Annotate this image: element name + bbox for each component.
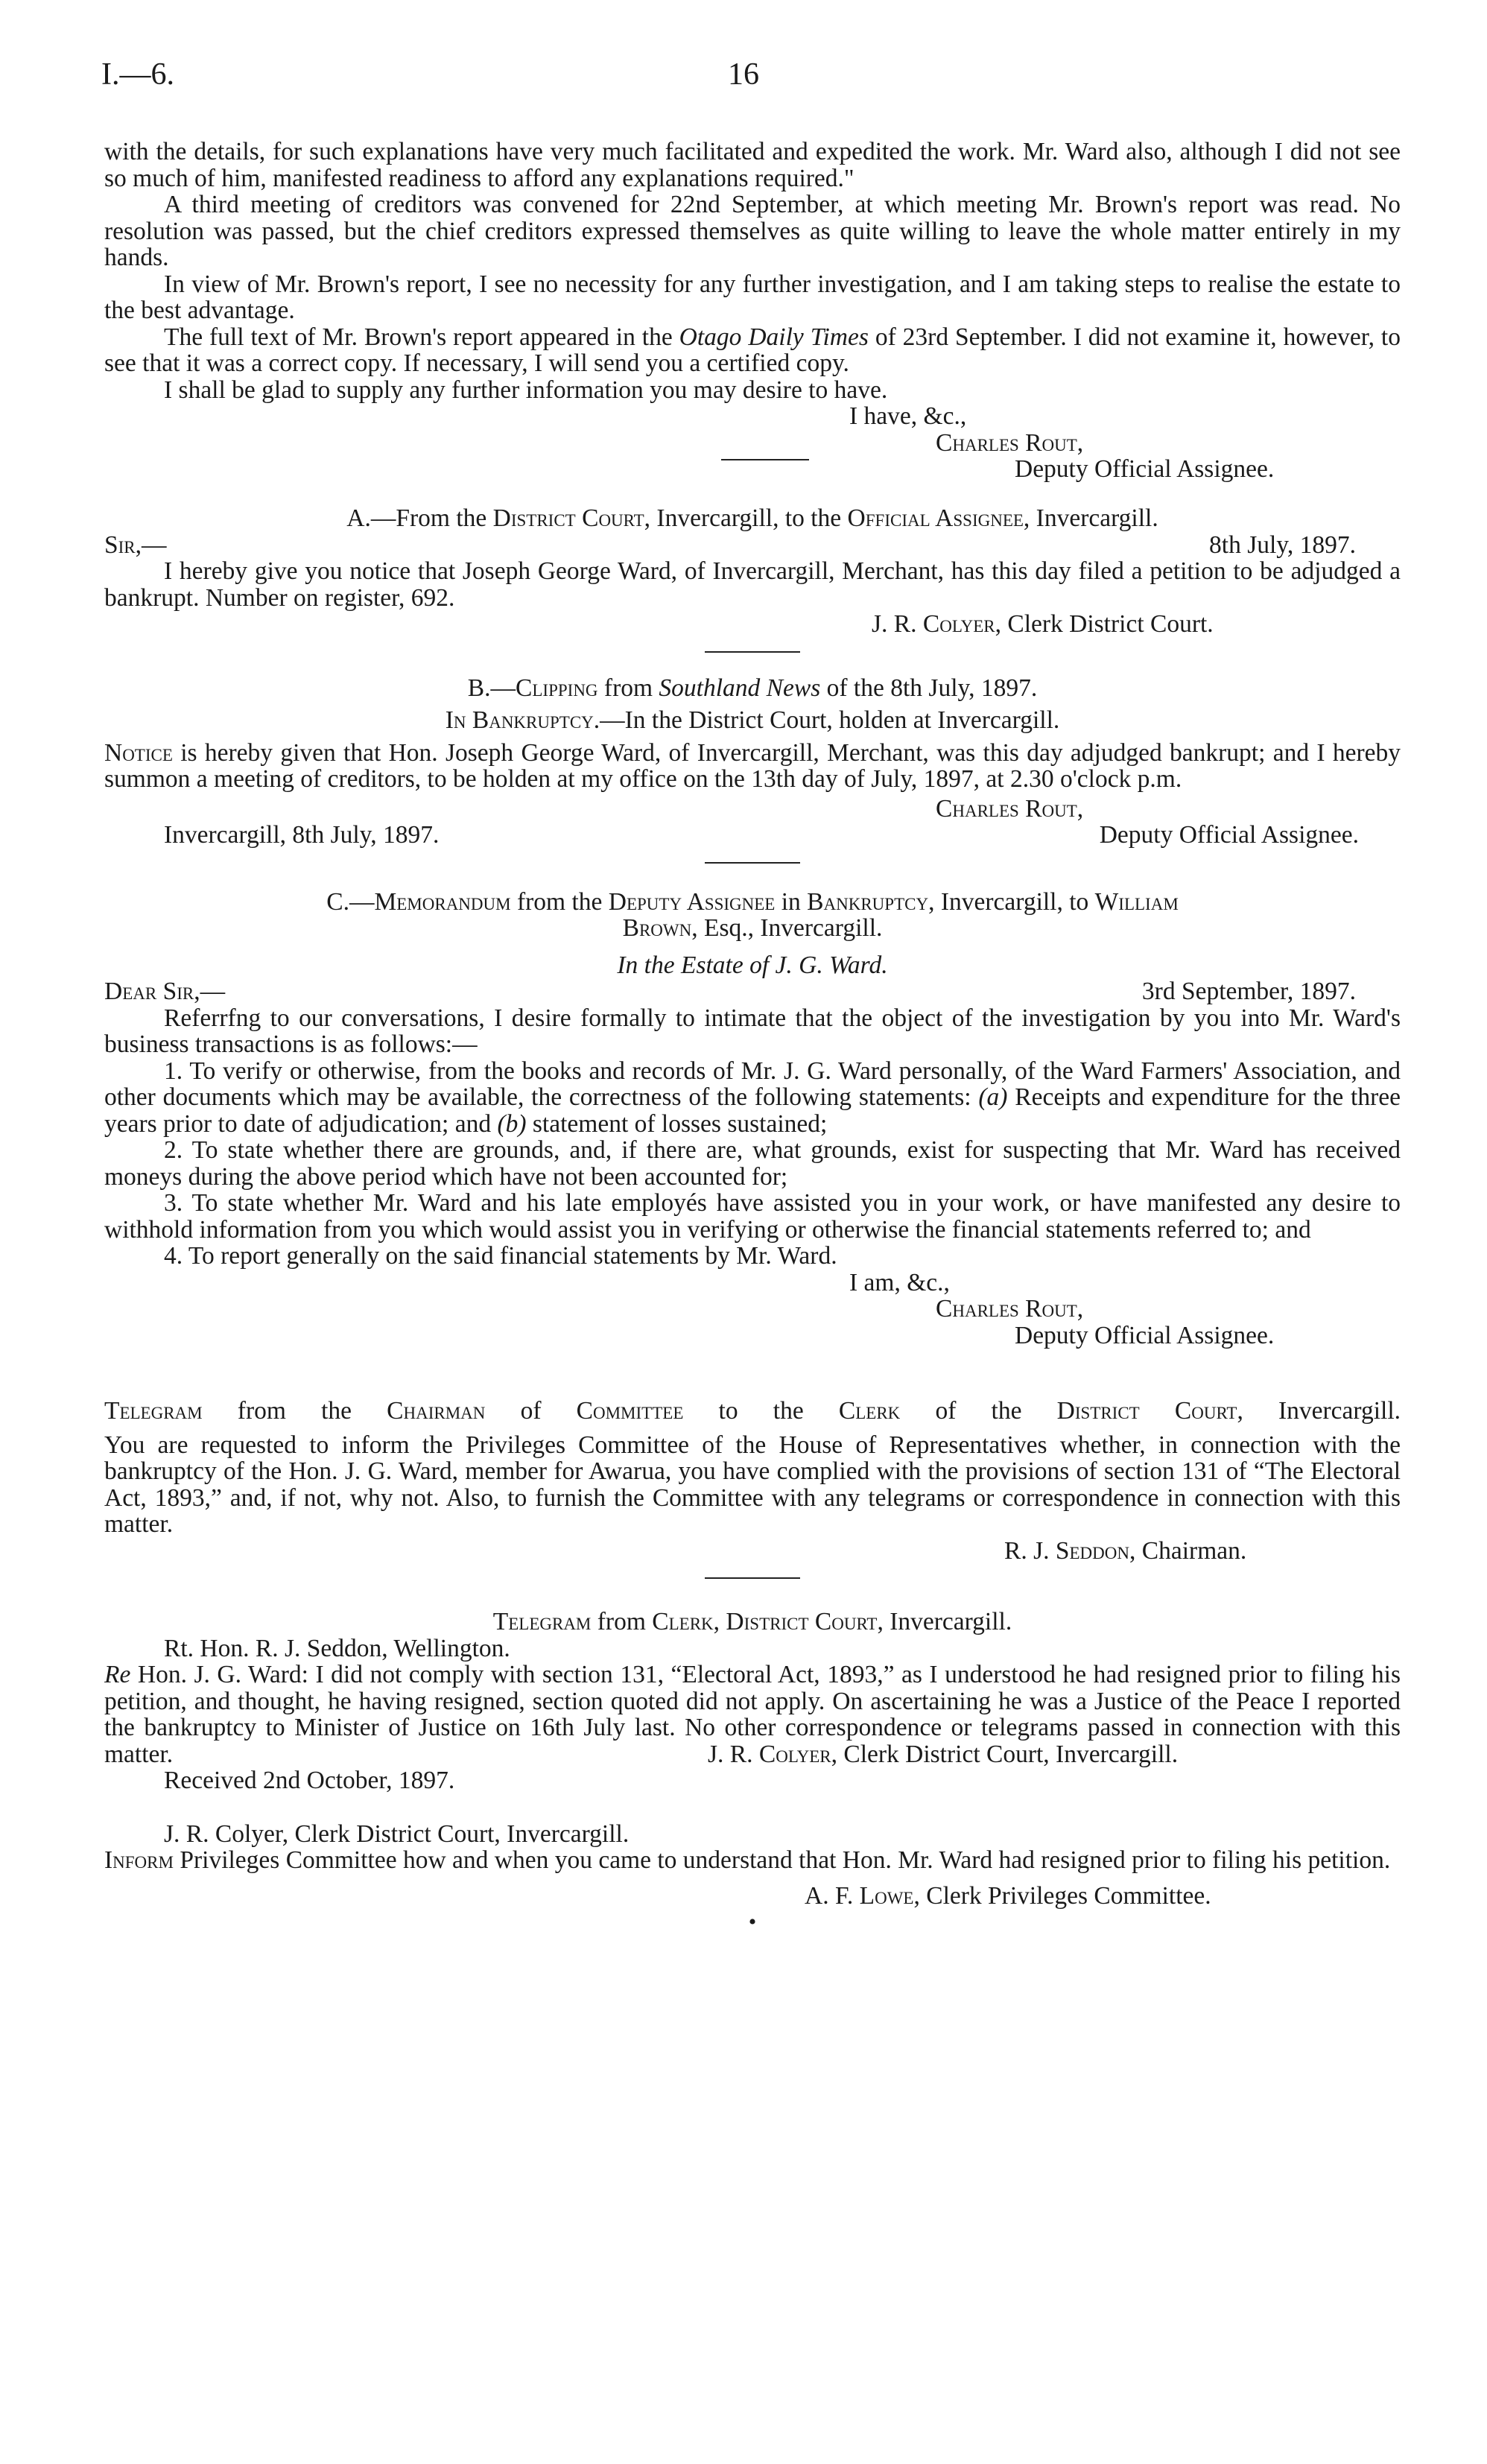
intro-paragraph-3: In view of Mr. Brown's report, I see no necessity for any further investigation, and I am taking steps to realise the estate to the best advantage. xyxy=(104,270,1401,324)
heading-text: , Invercargill, to the xyxy=(644,504,848,532)
telegram-1-heading xyxy=(104,1398,1401,1425)
telegram-3-addressee: J. R. Colyer, Clerk District Court, Invercargill. xyxy=(164,1820,630,1848)
telegram-1-signature xyxy=(104,1538,1401,1565)
heading-text: , xyxy=(713,1608,726,1635)
newspaper-title: Otago Daily Times xyxy=(679,323,869,351)
memo-item-2: 2. To state whether there are grounds, and, if there are, what grounds, exist for suspecting that Mr. Ward has received moneys during the above period which have not been accounted for; xyxy=(104,1136,1401,1191)
closing-line: I have, &c., xyxy=(849,402,967,430)
intro-paragraph-5: I shall be glad to supply any further information you may desire to have. xyxy=(164,376,888,404)
signer-title: Deputy Official Assignee. xyxy=(1015,1321,1275,1349)
paper-reference: I.—6. xyxy=(101,57,174,92)
telegram-text: Privileges Committee how and when you came to understand that Hon. Mr. Ward had resigned prior to filing his petition. xyxy=(173,1846,1391,1874)
rule-divider xyxy=(721,459,809,460)
telegram-1 xyxy=(104,1398,1401,1579)
section-b-heading xyxy=(104,675,1401,702)
heading-text: in xyxy=(775,887,808,916)
closing-line: I am, &c., xyxy=(849,1268,950,1296)
heading-sc: Telegram xyxy=(492,1608,592,1635)
section-b-subheading xyxy=(104,707,1401,734)
section-a-body: I hereby give you notice that Joseph George Ward, of Invercargill, Merchant, has this day filed a petition to be adjudged a bankrupt. Number on register, 692. xyxy=(104,557,1401,612)
telegram-1-body: You are requested to inform the Privileges Committee of the House of Representatives whether, in connection with the bankruptcy of the Hon. J. G. Ward, member for Awarua, you have complied with the provisions of section 131 of “The Electoral Act, 1893,” and, if not, why not. Also, to furnish the Committee with any telegrams or correspondence in connection with this matter. xyxy=(104,1431,1401,1538)
heading-sc: District Court xyxy=(492,504,644,532)
subheading-text: .—In the District Court, holden at Invercargill. xyxy=(593,706,1060,734)
heading-text: , Invercargill. xyxy=(1023,504,1158,532)
signer-name: R. J. Seddon xyxy=(1004,1536,1130,1565)
notice-sc: Notice xyxy=(104,738,173,767)
newspaper-title: Southland News xyxy=(659,674,821,702)
telegram-2-addressee: Rt. Hon. R. J. Seddon, Wellington. xyxy=(164,1634,510,1662)
heading-text: , Invercargill, to xyxy=(928,887,1095,916)
telegram-3-signature xyxy=(104,1883,1401,1910)
signer-title: , Clerk Privileges Committee. xyxy=(913,1881,1211,1910)
heading-text: from xyxy=(591,1608,653,1635)
memo-intro: Referrfng to our conversations, I desire formally to intimate that the object of the investigation by you into Mr. Ward's business transactions is as follows:— xyxy=(104,1004,1401,1058)
heading-text: B.— xyxy=(467,674,516,702)
salutation-row xyxy=(104,532,1401,559)
telegram-3 xyxy=(104,1820,1401,1934)
heading-sc: District Court xyxy=(1056,1397,1237,1425)
rule-divider xyxy=(705,1577,800,1579)
intro-p4-text-b: of 23rd September. I did not examine it, however, to see that it was a correct copy. If necessary, I will send you a certified copy. xyxy=(104,323,1401,377)
signer-title: Deputy Official Assignee. xyxy=(1015,455,1275,483)
heading-text: of xyxy=(485,1397,577,1425)
signer-name: A. F. Lowe xyxy=(805,1881,914,1910)
heading-text: , Invercargill. xyxy=(877,1608,1012,1635)
item-marker: (a) xyxy=(978,1083,1008,1111)
heading-text: , Invercargill. xyxy=(1237,1397,1401,1425)
heading-text: from the xyxy=(202,1397,387,1425)
telegram-3-body xyxy=(104,1847,1401,1874)
memo-item-3: 3. To state whether Mr. Ward and his late employés have assisted you in your work, or have manifested any desire to withhold information from you which would assist you in verifying or otherwise the financial statements referred to; and xyxy=(104,1189,1401,1244)
section-c-heading xyxy=(104,889,1401,942)
signer-name: Charles Rout, xyxy=(936,794,1084,823)
section-c xyxy=(104,889,1401,1349)
telegram-2-heading xyxy=(104,1609,1401,1635)
heading-sc: Official Assignee xyxy=(847,504,1024,532)
received-date: Received 2nd October, 1897. xyxy=(164,1767,455,1794)
section-b-notice xyxy=(104,740,1401,793)
heading-text: of the 8th July, 1897. xyxy=(820,674,1038,702)
heading-sc: District Court xyxy=(726,1608,878,1635)
heading-sc: Committee xyxy=(576,1397,684,1425)
heading-sc: Deputy Assignee xyxy=(608,887,776,916)
signer-title: , Clerk District Court, Invercargill. xyxy=(831,1740,1179,1768)
letter-date: 3rd September, 1897. xyxy=(1141,978,1356,1005)
heading-text: , Esq., Invercargill. xyxy=(691,914,883,942)
page-header xyxy=(101,57,1386,98)
telegram-2-signature xyxy=(104,1741,1401,1768)
notice-text: is hereby given that Hon. Joseph George Ward, of Invercargill, Merchant, was this day adjudged bankrupt; and I hereby summon a meeting of creditors, to be holden at my office on the 13th day of July, 1897, at 2.30 o'clock p.m. xyxy=(104,738,1401,793)
signer-title-row xyxy=(104,456,1401,483)
heading-sc: Memorandum xyxy=(374,887,511,916)
heading-text: to the xyxy=(683,1397,839,1425)
signer-name: J. R. Colyer xyxy=(708,1740,831,1768)
intro-paragraph-2: A third meeting of creditors was convened for 22nd September, at which meeting Mr. Brown's report was read. No resolution was passed, but the chief creditors expressed themselves as quite willing to leave the whole matter entirely in my hands. xyxy=(104,191,1401,271)
heading-text: A.—From the xyxy=(346,504,493,532)
telegram-2 xyxy=(104,1609,1401,1794)
item-text: Receipts and expenditure for the three years prior to date of adjudication; and xyxy=(104,1083,1401,1138)
section-a xyxy=(104,505,1401,653)
heading-text: from the xyxy=(510,887,609,916)
signer-title: , Clerk District Court. xyxy=(995,610,1214,638)
heading-sc: Clerk xyxy=(652,1608,714,1635)
section-a-heading xyxy=(104,505,1401,532)
inform-sc: Inform xyxy=(104,1846,174,1874)
signer-name: J. R. Colyer xyxy=(872,610,995,638)
ornament-dot: • xyxy=(748,1910,757,1934)
place-date: Invercargill, 8th July, 1897. xyxy=(164,821,440,849)
signer-title: , Chairman. xyxy=(1129,1536,1247,1565)
section-a-signature xyxy=(104,611,1401,638)
heading-sc: Clerk xyxy=(838,1397,901,1425)
intro-p4-text-a: The full text of Mr. Brown's report appeared in the xyxy=(164,323,679,351)
signer-name: Charles Rout, xyxy=(936,1295,1084,1323)
place-date-row xyxy=(104,822,1401,849)
heading-text: from xyxy=(597,674,659,702)
intro-paragraph-4 xyxy=(104,324,1401,377)
signer-name: Charles Rout, xyxy=(936,428,1084,457)
heading-sc: William xyxy=(1094,887,1179,916)
heading-text: C.— xyxy=(326,887,375,916)
estate-line: In the Estate of J. G. Ward. xyxy=(617,951,888,979)
page-number: 16 xyxy=(728,57,759,92)
intro-letter xyxy=(104,139,1401,483)
re-marker: Re xyxy=(104,1661,131,1688)
salutation: Sir,— xyxy=(104,531,167,559)
letter-date: 8th July, 1897. xyxy=(1209,531,1356,559)
document-body xyxy=(104,138,1401,1934)
intro-paragraph-1: with the details, for such explanations have very much facilitated and expedited the work. Mr. Ward also, although I did not see so much of him, manifested readiness to afford any explanations required." xyxy=(104,138,1401,192)
rule-divider xyxy=(705,651,800,653)
heading-sc: Telegram xyxy=(104,1397,203,1425)
heading-sc: Clipping xyxy=(516,674,598,702)
heading-sc: Chairman xyxy=(387,1397,486,1425)
section-b xyxy=(104,675,1401,864)
rule-divider xyxy=(705,862,800,864)
item-text: statement of losses sustained; xyxy=(526,1109,828,1138)
heading-sc: Bankruptcy xyxy=(807,887,929,916)
telegram-text: Hon. J. G. Ward: I did not comply with section 131, “Electoral Act, 1893,” as I understood he had resigned prior to filing his petition, and thought, he having resigned, section quoted did not apply. On ascertaining he was a Justice of the Peace I reported the bankruptcy to Minister of Justice on 16th July last. No other correspondence or telegrams passed in connection with this matter. xyxy=(104,1661,1401,1768)
memo-item-4: 4. To report generally on the said financial statements by Mr. Ward. xyxy=(164,1242,837,1270)
salutation: Dear Sir,— xyxy=(104,978,226,1005)
heading-text: of the xyxy=(900,1397,1057,1425)
salutation-row xyxy=(104,978,1401,1005)
item-marker: (b) xyxy=(497,1109,527,1138)
memo-item-1 xyxy=(104,1058,1401,1138)
signer-title: Deputy Official Assignee. xyxy=(1099,821,1359,849)
item-text: 1. To verify or otherwise, from the books and records of Mr. J. G. Ward personally, of the Ward Farmers' Association, and other documents which may be available, the correctness of the following statements: xyxy=(104,1057,1401,1111)
subheading-sc: In Bankruptcy xyxy=(445,706,594,734)
heading-sc: Brown xyxy=(622,914,692,942)
